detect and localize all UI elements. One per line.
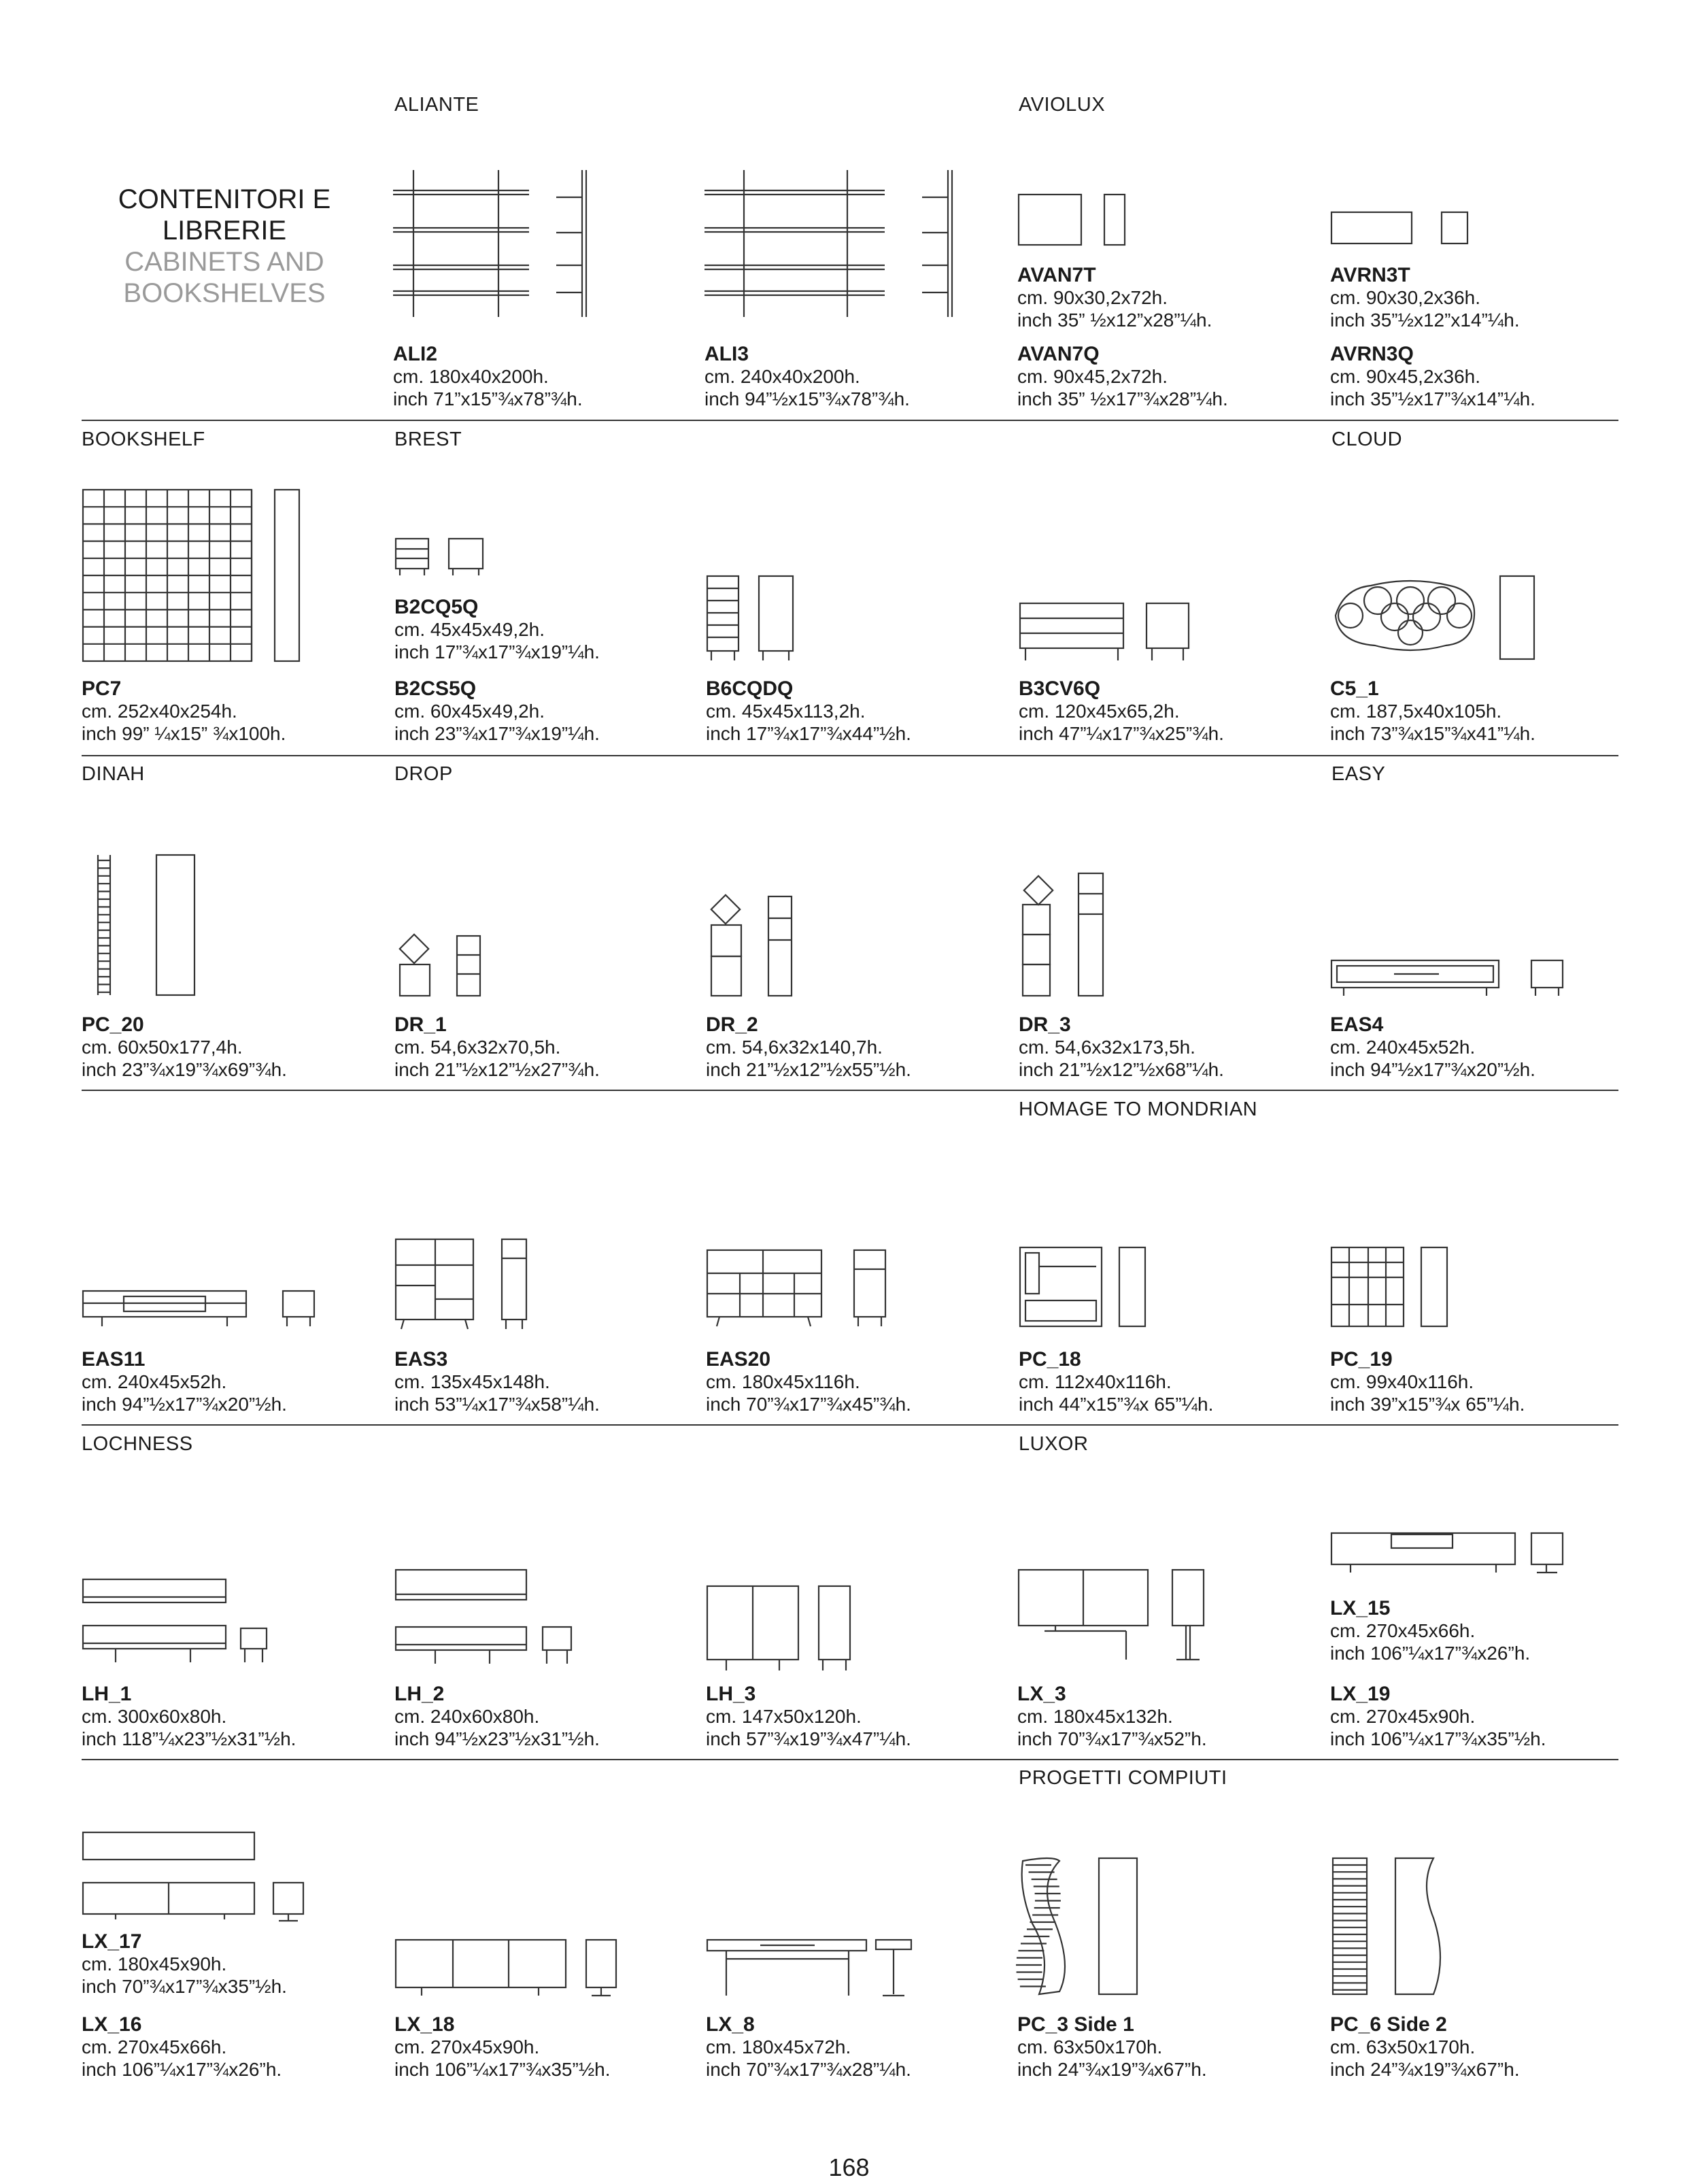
product-size-cm: cm. 270x45x90h.	[1330, 1706, 1476, 1727]
product-size-cm: cm. 45x45x49,2h.	[394, 619, 545, 640]
product-size-cm: cm. 240x60x80h.	[394, 1706, 540, 1727]
product-pc-6-side-2	[1330, 2013, 1520, 2081]
section-divider	[82, 1090, 1618, 1091]
product-size-inch: inch 106”¼x17”¾x26”h.	[1330, 1643, 1531, 1664]
avrn3t-drawing	[1330, 211, 1466, 245]
product-size-inch: inch 35”½x12”x14”¼h.	[1330, 309, 1520, 331]
pc-20-drawing	[95, 854, 204, 998]
header-dinah: DINAH	[82, 763, 145, 785]
eas11-drawing	[82, 1290, 333, 1330]
header-luxor: LUXOR	[1019, 1433, 1089, 1455]
product-size-inch: inch 35” ½x12”x28”¼h.	[1017, 309, 1212, 331]
product-size-cm: cm. 300x60x80h.	[82, 1706, 227, 1727]
product-size-cm: cm. 180x45x90h.	[82, 1953, 227, 1975]
product-size-cm: cm. 60x50x177,4h.	[82, 1037, 243, 1058]
product-size-cm: cm. 270x45x66h.	[82, 2036, 227, 2057]
product-size-inch: inch 23”¾x17”¾x19”¼h.	[394, 723, 600, 744]
product-size-cm: cm. 270x45x66h.	[1330, 1620, 1476, 1641]
section-divider	[82, 1759, 1618, 1760]
product-size-inch: inch 106”¼x17”¾x35”½h.	[1330, 1728, 1546, 1749]
product-size-cm: cm. 180x45x72h.	[706, 2036, 851, 2057]
product-code: PC7	[82, 677, 122, 700]
ali3-drawing	[704, 170, 990, 320]
product-size-cm: cm. 54,6x32x70,5h.	[394, 1037, 561, 1058]
product-code: LX_15	[1330, 1597, 1391, 1619]
product-code: C5_1	[1330, 677, 1379, 700]
product-avrn3t	[1330, 264, 1520, 331]
product-size-inch: inch 99” ¼x15” ¾x100h.	[82, 723, 286, 744]
product-pc-18	[1019, 1348, 1213, 1415]
page-number: 168	[828, 2153, 870, 2181]
section-divider	[82, 420, 1618, 421]
lx-8-drawing	[706, 1938, 923, 2000]
product-ali2	[393, 343, 583, 410]
lh-2-drawing	[394, 1568, 585, 1677]
product-b2cs5q	[394, 677, 600, 745]
pc-18-drawing	[1019, 1246, 1155, 1330]
page-title	[102, 184, 347, 309]
header-cloud: CLOUD	[1331, 429, 1403, 450]
product-lh-1	[82, 1683, 296, 1750]
product-lx-15	[1330, 1597, 1530, 1664]
product-size-inch: inch 21”½x12”½x27”¾h.	[394, 1059, 600, 1080]
product-size-inch: inch 23”¾x19”¾x69”¾h.	[82, 1059, 287, 1080]
product-size-cm: cm. 54,6x32x140,7h.	[706, 1037, 883, 1058]
header-bookshelf: BOOKSHELF	[82, 429, 205, 450]
product-size-cm: cm. 90x45,2x36h.	[1330, 366, 1481, 387]
product-c5-1	[1330, 677, 1535, 745]
product-size-cm: cm. 252x40x254h.	[82, 701, 237, 722]
product-code: LX_8	[706, 2013, 755, 2036]
product-pc-19	[1330, 1348, 1525, 1415]
product-code: EAS4	[1330, 1013, 1384, 1036]
product-b3cv6q	[1019, 677, 1224, 745]
product-size-cm: cm. 240x40x200h.	[704, 366, 860, 387]
product-size-cm: cm. 112x40x116h.	[1019, 1371, 1172, 1392]
product-size-cm: cm. 147x50x120h.	[706, 1706, 862, 1727]
product-size-cm: cm. 90x30,2x72h.	[1017, 287, 1168, 308]
product-size-inch: inch 71”x15”¾x78”¾h.	[393, 388, 583, 409]
product-size-inch: inch 118”¼x23”½x31”½h.	[82, 1728, 296, 1749]
product-eas20	[706, 1348, 911, 1415]
product-size-inch: inch 73”¾x15”¾x41”¼h.	[1330, 723, 1535, 744]
product-b2cq5q	[394, 596, 600, 663]
product-size-cm: cm. 240x45x52h.	[1330, 1037, 1476, 1058]
product-size-inch: inch 17”¾x17”¾x19”¼h.	[394, 641, 600, 662]
product-code: AVAN7T	[1017, 264, 1096, 286]
dr-1-drawing	[394, 930, 490, 998]
product-size-inch: inch 24”¾x19”¾x67”h.	[1330, 2059, 1520, 2080]
header-aviolux: AVIOLUX	[1019, 94, 1106, 116]
product-lx-18	[394, 2013, 611, 2081]
product-pc-20	[82, 1013, 287, 1081]
pc-19-drawing	[1330, 1246, 1466, 1330]
product-size-inch: inch 17”¾x17”¾x44”½h.	[706, 723, 911, 744]
product-size-inch: inch 70”¾x17”¾x28”¼h.	[706, 2059, 911, 2080]
product-size-cm: cm. 54,6x32x173,5h.	[1019, 1037, 1195, 1058]
section-divider	[82, 755, 1618, 756]
product-size-inch: inch 39”x15”¾x 65”¼h.	[1330, 1394, 1525, 1415]
product-code: LX_18	[394, 2013, 455, 2036]
product-code: ALI3	[704, 343, 749, 365]
lx-17-drawing	[82, 1831, 313, 1926]
lx-3-drawing	[1017, 1568, 1221, 1677]
product-size-cm: cm. 240x45x52h.	[82, 1371, 227, 1392]
product-lx-8	[706, 2013, 911, 2081]
product-eas3	[394, 1348, 600, 1415]
product-lx-16	[82, 2013, 282, 2081]
product-size-cm: cm. 99x40x116h.	[1330, 1371, 1474, 1392]
product-dr-2	[706, 1013, 911, 1081]
avan7t-drawing	[1017, 193, 1140, 248]
title-english-line2: BOOKSHELVES	[123, 278, 326, 308]
product-ali3	[704, 343, 910, 410]
ali2-drawing	[393, 170, 665, 320]
product-code: PC_19	[1330, 1348, 1393, 1371]
product-size-cm: cm. 135x45x148h.	[394, 1371, 550, 1392]
product-code: DR_3	[1019, 1013, 1071, 1036]
product-code: EAS11	[82, 1348, 146, 1371]
product-size-inch: inch 44”x15”¾x 65”¼h.	[1019, 1394, 1214, 1415]
product-eas11	[82, 1348, 287, 1415]
header-drop: DROP	[394, 763, 453, 785]
product-size-inch: inch 21”½x12”½x68”¼h.	[1019, 1059, 1224, 1080]
product-size-cm: cm. 180x45x116h.	[706, 1371, 860, 1392]
product-size-inch: inch 106”¼x17”¾x35”½h.	[394, 2059, 611, 2080]
product-code: EAS3	[394, 1348, 448, 1371]
eas3-drawing	[394, 1238, 537, 1330]
product-size-inch: inch 35”½x17”¾x14”¼h.	[1330, 388, 1535, 409]
product-code: ALI2	[393, 343, 438, 365]
product-avan7q	[1017, 343, 1228, 410]
product-lh-3	[706, 1683, 911, 1750]
product-lx-19	[1330, 1683, 1546, 1750]
dr-3-drawing	[1017, 871, 1113, 1000]
product-size-inch: inch 24”¾x19”¾x67”h.	[1017, 2059, 1207, 2080]
header-aliante: ALIANTE	[394, 94, 479, 116]
product-size-cm: cm. 45x45x113,2h.	[706, 701, 866, 722]
product-code: AVRN3Q	[1330, 343, 1414, 365]
product-eas4	[1330, 1013, 1535, 1081]
product-size-inch: inch 70”¾x17”¾x35”½h.	[82, 1976, 287, 1997]
lx-15-drawing	[1330, 1532, 1575, 1579]
header-lochness: LOCHNESS	[82, 1433, 193, 1455]
header-progetti-compiuti: PROGETTI COMPIUTI	[1019, 1767, 1227, 1789]
lh-1-drawing	[82, 1578, 286, 1680]
product-dr-3	[1019, 1013, 1224, 1081]
product-code: PC_6 Side 2	[1330, 2013, 1447, 2036]
product-b6cqdq	[706, 677, 911, 745]
product-size-inch: inch 94”½x17”¾x20”½h.	[82, 1394, 287, 1415]
product-code: EAS20	[706, 1348, 771, 1371]
lh-3-drawing	[706, 1585, 855, 1677]
b2cq5q-drawing	[394, 537, 490, 578]
pc-3-drawing	[1019, 1855, 1155, 2000]
product-lx-3	[1017, 1683, 1207, 1750]
product-code: PC_20	[82, 1013, 144, 1036]
product-size-cm: cm. 90x45,2x72h.	[1017, 366, 1168, 387]
product-size-cm: cm. 180x40x200h.	[393, 366, 549, 387]
product-size-inch: inch 35” ½x17”¾x28”¼h.	[1017, 388, 1228, 409]
product-code: DR_2	[706, 1013, 758, 1036]
product-size-inch: inch 70”¾x17”¾x52”h.	[1017, 1728, 1207, 1749]
product-code: LX_19	[1330, 1683, 1391, 1705]
product-lh-2	[394, 1683, 600, 1750]
b6cqdq-drawing	[706, 575, 801, 663]
product-code: AVAN7Q	[1017, 343, 1100, 365]
product-code: AVRN3T	[1330, 264, 1410, 286]
product-code: LX_3	[1017, 1683, 1066, 1705]
header-brest: BREST	[394, 429, 462, 450]
product-pc7	[82, 677, 286, 745]
product-size-inch: inch 21”½x12”½x55”½h.	[706, 1059, 911, 1080]
dr-2-drawing	[706, 891, 801, 998]
product-size-inch: inch 94”½x23”½x31”½h.	[394, 1728, 600, 1749]
pc-6-drawing	[1331, 1857, 1467, 2000]
product-code: PC_18	[1019, 1348, 1081, 1371]
title-italian-line2: LIBRERIE	[162, 216, 287, 246]
product-code: LX_17	[82, 1930, 142, 1953]
product-size-inch: inch 106”¼x17”¾x26”h.	[82, 2059, 282, 2080]
product-code: LX_16	[82, 2013, 142, 2036]
title-english-line1: CABINETS AND	[124, 247, 324, 277]
product-size-cm: cm. 63x50x170h.	[1330, 2036, 1476, 2057]
product-size-inch: inch 57”¾x19”¾x47”¼h.	[706, 1728, 911, 1749]
product-code: DR_1	[394, 1013, 447, 1036]
product-size-cm: cm. 63x50x170h.	[1017, 2036, 1163, 2057]
header-easy: EASY	[1331, 763, 1386, 785]
product-code: B2CQ5Q	[394, 596, 479, 618]
c5-1-drawing	[1330, 575, 1541, 663]
pc7-drawing	[82, 488, 313, 665]
product-code: B2CS5Q	[394, 677, 477, 700]
product-code: LH_2	[394, 1683, 445, 1705]
product-size-cm: cm. 270x45x90h.	[394, 2036, 540, 2057]
product-avrn3q	[1330, 343, 1535, 410]
product-avan7t	[1017, 264, 1212, 331]
b3cv6q-drawing	[1019, 602, 1195, 663]
product-code: B3CV6Q	[1019, 677, 1101, 700]
product-size-cm: cm. 60x45x49,2h.	[394, 701, 545, 722]
product-size-inch: inch 47”¼x17”¾x25”¾h.	[1019, 723, 1224, 744]
product-size-inch: inch 94”½x15”¾x78”¾h.	[704, 388, 910, 409]
product-size-inch: inch 70”¾x17”¾x45”¾h.	[706, 1394, 911, 1415]
product-pc-3-side-1	[1017, 2013, 1207, 2081]
lx-18-drawing	[394, 1938, 626, 2000]
product-code: LH_1	[82, 1683, 132, 1705]
product-size-inch: inch 53”¼x17”¾x58”¼h.	[394, 1394, 600, 1415]
eas20-drawing	[706, 1249, 896, 1330]
header-homage-to-mondrian: HOMAGE TO MONDRIAN	[1019, 1098, 1258, 1120]
product-size-cm: cm. 120x45x65,2h.	[1019, 701, 1180, 722]
eas4-drawing	[1330, 959, 1575, 1000]
product-code: B6CQDQ	[706, 677, 794, 700]
product-size-cm: cm. 187,5x40x105h.	[1330, 701, 1502, 722]
product-size-cm: cm. 180x45x132h.	[1017, 1706, 1173, 1727]
product-size-cm: cm. 90x30,2x36h.	[1330, 287, 1481, 308]
product-size-inch: inch 94”½x17”¾x20”½h.	[1330, 1059, 1535, 1080]
product-code: PC_3 Side 1	[1017, 2013, 1134, 2036]
section-divider	[82, 1424, 1618, 1426]
product-code: LH_3	[706, 1683, 756, 1705]
product-dr-1	[394, 1013, 600, 1081]
title-italian-line1: CONTENITORI E	[118, 184, 331, 214]
product-lx-17	[82, 1930, 287, 1998]
